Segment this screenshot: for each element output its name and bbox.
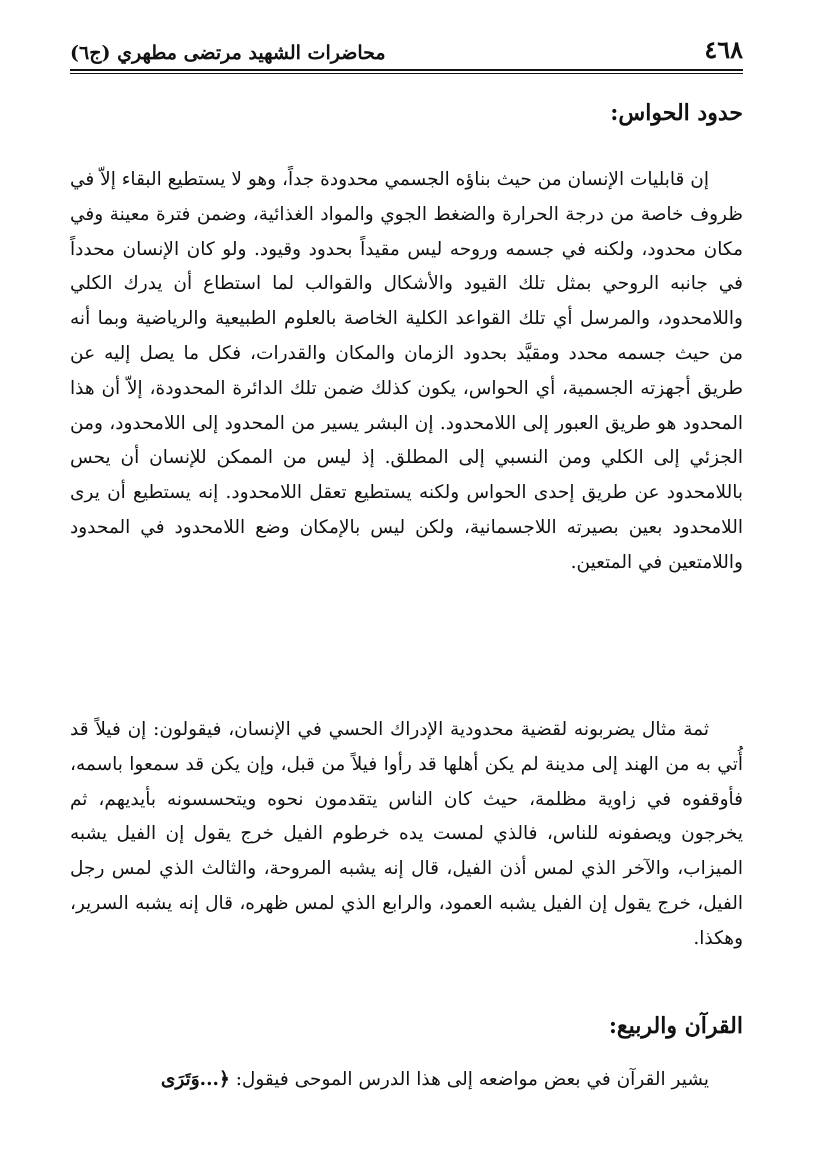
section-heading-quran-spring: القرآن والربيع: <box>608 1013 743 1039</box>
book-title: محاضرات الشهيد مرتضى مطهري (ج٦) <box>70 42 386 64</box>
body-paragraph <box>70 713 743 957</box>
page-number: ٤٦٨ <box>704 35 743 64</box>
paragraph-text: إن قابليات الإنسان من حيث بناؤه الجسمي محدودة جداً، وهو لا يستطيع البقاء إلاّ في ظروف خاصة من درجة الحرارة والضغط الجوي والمواد الغذائية، وضمن فترة معينة وفي مكان محدود، ولكنه في جسمه وروحه ليس مقيداً بحدود وقيود. ولو كان الإنسان محدداً في جانبه الروحي بمثل تلك القيود والأشكال والقوالب لما استطاع أن يدرك الكلي واللامحدود، والمرسل أي تلك القواعد الكلية الخاصة بالعلوم الطبيعية والرياضية وبما أنه من حيث جسمه محدد ومقيَّد بحدود الزمان والمكان والقدرات، فكل ما يصل إليه عن طريق أجهزته الجسمية، أي الحواس، يكون كذلك ضمن تلك الدائرة المحدودة، إلاّ أن هذا المحدود هو طريق العبور إلى اللامحدود. إن البشر يسير من المحدود إلى اللامحدود، ومن الجزئي إلى الكلي ومن النسبي إلى المطلق. إذ ليس من الممكن للإنسان أن يحس باللامحدود عن طريق إحدى الحواس ولكنه يستطيع تعقل اللامحدود. إنه يستطيع أن يرى اللامحدود بعين بصيرته اللاجسمانية، ولكن ليس بالإمكان وضع اللامحدود في المحدود واللامتعين في المتعين. <box>70 169 743 573</box>
paragraph-text: ثمة مثال يضربونه لقضية محدودية الإدراك الحسي في الإنسان، فيقولون: إن فيلاً قد أُتي به من الهند إلى مدينة لم يكن أهلها قد رأوا فيلاً من قبل، وإن يكن قد سمعوا باسمه، فأوقفوه في زاوية مظلمة، حيث كان الناس يتقدمون نحوه ويتحسسونه بأيديهم، ثم يخرجون ويصفونه للناس، فالذي لمست يده خرطوم الفيل خرج يقول إن الفيل يشبه الميزاب، والآخر الذي لمس أذن الفيل، قال إنه يشبه المروحة، والثالث الذي لمس رجل الفيل، خرج يقول إن الفيل يشبه العمود، والرابع الذي لمس ظهره، قال إنه يشبه السرير، وهكذا. <box>70 719 743 949</box>
body-paragraph <box>70 1063 743 1098</box>
paragraph-text: يشير القرآن في بعض مواضعه إلى هذا الدرس الموحى فيقول: <box>235 1069 709 1090</box>
section-heading-senses-limits: حدود الحواس: <box>610 100 743 126</box>
header-rule <box>70 69 743 74</box>
body-paragraph <box>70 163 743 581</box>
quran-quote-start: ﴿...وَتَرَى <box>160 1069 230 1090</box>
running-header <box>70 28 743 64</box>
